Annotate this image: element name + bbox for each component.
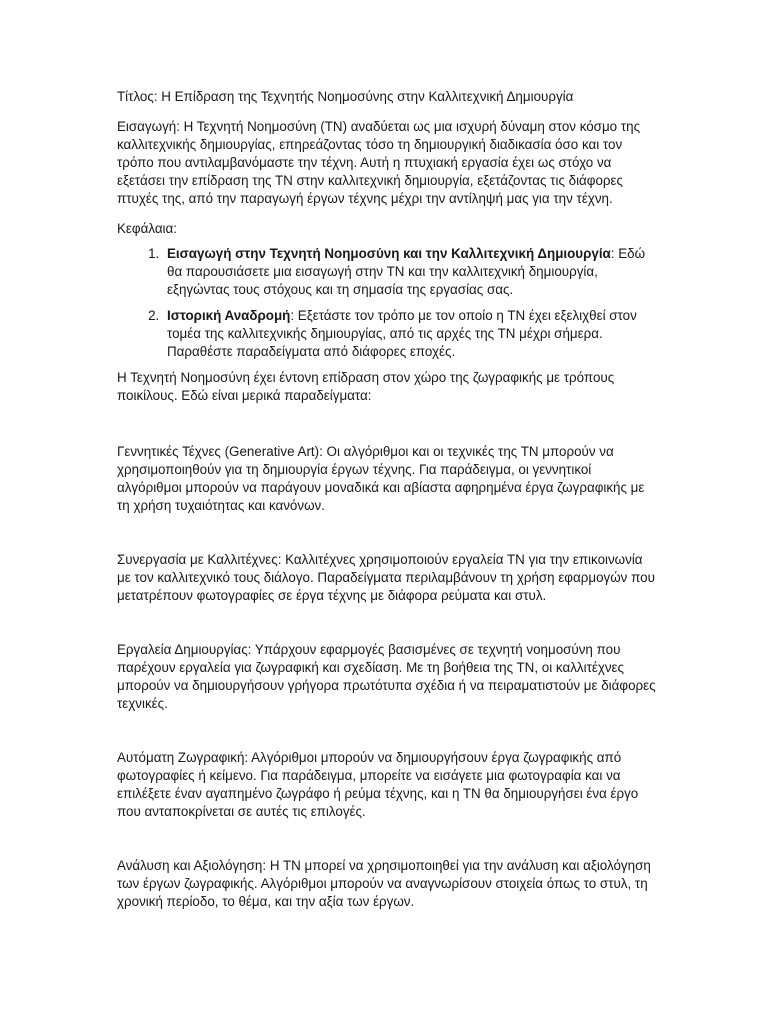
document-title: Τίτλος: Η Επίδραση της Τεχνητής Νοημοσύνης στην Καλλιτεχνική Δημιουργία xyxy=(117,89,574,104)
chapter-heading: Εισαγωγή στην Τεχνητή Νοημοσύνη και την Καλλιτεχνική Δημιουργία xyxy=(167,246,611,261)
example-generative-art: Γεννητικές Τέχνες (Generative Art): Οι αλγόριθμοι και οι τεχνικές της ΤΝ μπορούν να χρησιμοποιηθούν για τη δημιουργία έργων τέχνης. Για παράδειγμα, οι γεννητικοί αλγόριθμοι μπορούν να παράγουν μοναδικά και αβίαστα αφηρημένα έργα ζωγραφικής με τη χρήση τυχαιότητας και κανόνων. xyxy=(117,444,645,513)
introduction-paragraph: Εισαγωγή: Η Τεχνητή Νοημοσύνη (ΤΝ) αναδύεται ως μια ισχυρή δύναμη στον κόσμο της καλλιτεχνικής δημιουργίας, επηρεάζοντας τόσο τη δημιουργική διαδικασία όσο και τον τρόπο που αντιλαμβανόμαστε την τέχνη. Αυτή η πτυχιακή εργασία έχει ως στόχο να εξετάσει την επίδραση της ΤΝ στην καλλιτεχνική δημιουργία, εξετάζοντας τις διάφορες πτυχές της, από την παραγωγή έργων τέχνης μέχρι την αντίληψή μας για την τέχνη. xyxy=(117,119,641,206)
examples-intro-paragraph: Η Τεχνητή Νοημοσύνη έχει έντονη επίδραση στον χώρο της ζωγραφικής με τρόπους ποικίλους. Εδώ είναι μερικά παραδείγματα: xyxy=(117,370,615,403)
example-analysis-evaluation: Ανάλυση και Αξιολόγηση: Η ΤΝ μπορεί να χρησιμοποιηθεί για την ανάλυση και αξιολόγηση των έργων ζωγραφικής. Αλγόριθμοι μπορούν να αναγνωρίσουν στοιχεία όπως το στυλ, τη χρονική περίοδο, το θέμα, και την αξία των έργων. xyxy=(117,858,651,909)
chapters-list xyxy=(117,245,657,361)
example-creation-tools: Εργαλεία Δημιουργίας: Υπάρχουν εφαρμογές βασισμένες σε τεχνητή νοημοσύνη που παρέχουν εργαλεία για ζωγραφική και σχεδίαση. Με τη βοήθεια της ΤΝ, οι καλλιτέχνες μπορούν να δημιουργήσουν γρήγορα πρωτότυπα σχέδια ή να πειραματιστούν με διάφορες τεχνικές. xyxy=(117,642,656,711)
chapter-item-1 xyxy=(163,245,657,299)
document-page xyxy=(117,88,657,947)
chapter-text: : Εξετάστε τον τρόπο με τον οποίο η ΤΝ έχει εξελιχθεί στον τομέα της καλλιτεχνικής δημιουργίας, από τις αρχές της ΤΝ μέχρι σήμερα. Παραθέστε παραδείγματα από διάφορες εποχές. xyxy=(167,308,637,359)
example-artist-collaboration: Συνεργασία με Καλλιτέχνες: Καλλιτέχνες χρησιμοποιούν εργαλεία ΤΝ για την επικοινωνία με τον καλλιτεχνικό τους διάλογο. Παραδείγματα περιλαμβάνουν τη χρήση εφαρμογών που μετατρέπουν φωτογραφίες σε έργα τέχνης με διάφορα ρεύματα και στυλ. xyxy=(117,552,655,603)
chapter-item-2 xyxy=(163,307,657,361)
chapter-text: : Εδώ θα παρουσιάσετε μια εισαγωγή στην ΤΝ και την καλλιτεχνική δημιουργία, εξηγώντας τους στόχους και τη σημασία της εργασίας σας. xyxy=(167,246,646,297)
example-automatic-painting: Αυτόματη Ζωγραφική: Αλγόριθμοι μπορούν να δημιουργήσουν έργα ζωγραφικής από φωτογραφίες ή κείμενο. Για παράδειγμα, μπορείτε να εισάγετε μια φωτογραφία και να επιλέξετε έναν αγαπημένο ζωγράφο ή ρεύμα τέχνης, και η ΤΝ θα δημιουργήσει ένα έργο που ανταποκρίνεται σε αυτές τις επιλογές. xyxy=(117,750,639,819)
chapters-label: Κεφάλαια: xyxy=(117,221,177,236)
chapter-heading: Ιστορική Αναδρομή xyxy=(167,308,291,323)
